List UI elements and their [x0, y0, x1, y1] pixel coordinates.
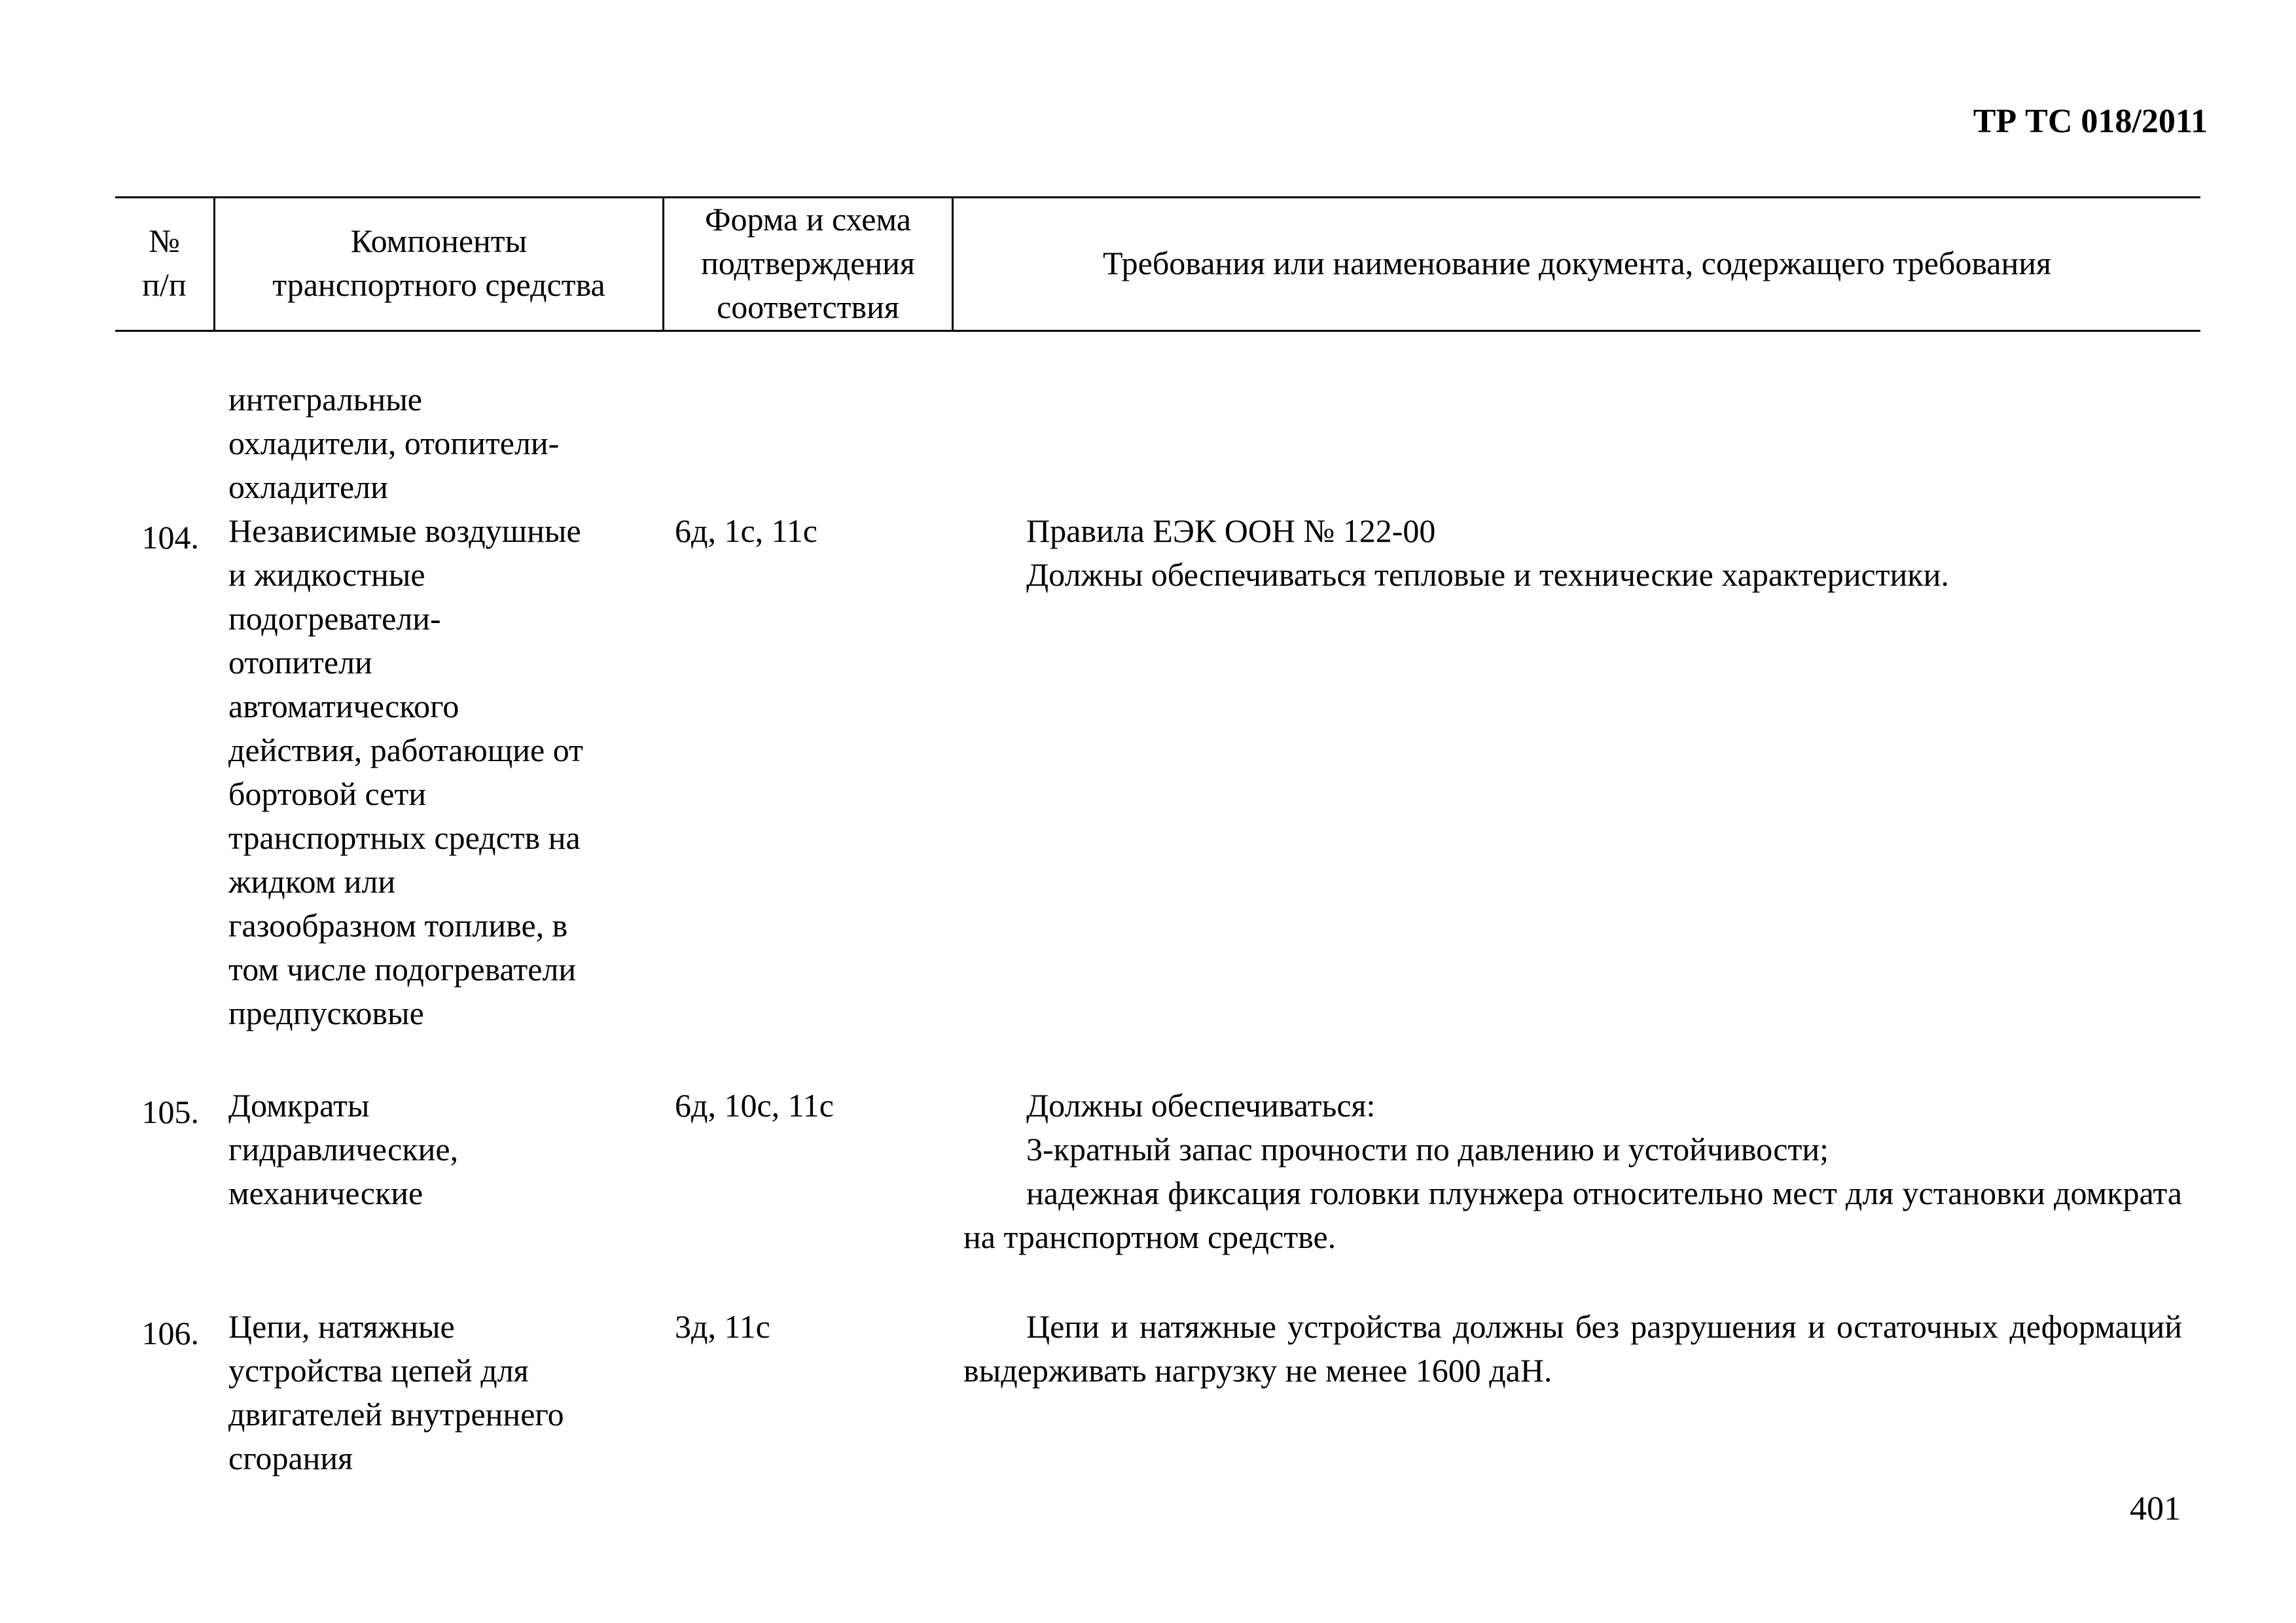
header-number: № п/п [142, 223, 187, 303]
document-code: ТР ТС 018/2011 [1973, 103, 2208, 140]
row-104-requirements [963, 509, 2182, 597]
requirement-line: 3-кратный запас прочности по давлению и устойчивости; [1026, 1131, 1829, 1168]
continuation-component: интегральные охладители, отопители- охладители [228, 381, 560, 505]
row-105-form: 6д, 10с, 11с [675, 1087, 834, 1124]
requirement-line: Цепи и натяжные устройства должны без разрушения и остаточных деформаций выдерживать нагрузку не менее 1600 даН. [963, 1308, 2182, 1389]
requirement-line: Правила ЕЭК ООН № 122-00 [1026, 512, 1436, 549]
row-105-component: Домкраты гидравлические, механические [228, 1087, 459, 1211]
row-106-requirements [963, 1305, 2182, 1393]
requirement-line: надежная фиксация головки плунжера относительно мест для установки домкрата на транспортном средстве. [963, 1175, 2182, 1255]
row-104-form: 6д, 1с, 11с [675, 512, 817, 549]
header-form-scheme: Форма и схема подтверждения соответствия [701, 200, 915, 325]
row-106-number: 106. [141, 1315, 199, 1351]
row-105-number: 105. [141, 1094, 199, 1130]
row-104-component: Независимые воздушные и жидкостные подогреватели- отопители автоматического действия, работающие от бортовой сети транспортных средств на жидком или газообразном топливе, в том числе подогреватели предпусковые [228, 512, 583, 1031]
page-number: 401 [2130, 1490, 2181, 1527]
row-104-number: 104. [141, 519, 199, 556]
row-105-requirements [963, 1084, 2182, 1259]
requirement-line: Должны обеспечиваться тепловые и технические характеристики. [1026, 556, 1949, 593]
table-header-bottom-rule [115, 330, 2200, 332]
header-requirements: Требования или наименование документа, содержащего требования [1103, 244, 2051, 281]
row-106-component: Цепи, натяжные устройства цепей для двигателей внутреннего сгорания [228, 1308, 564, 1476]
requirement-line: Должны обеспечиваться: [1026, 1087, 1376, 1124]
row-106-form: 3д, 11с [675, 1308, 770, 1345]
header-components: Компоненты транспортного средства [272, 223, 605, 303]
